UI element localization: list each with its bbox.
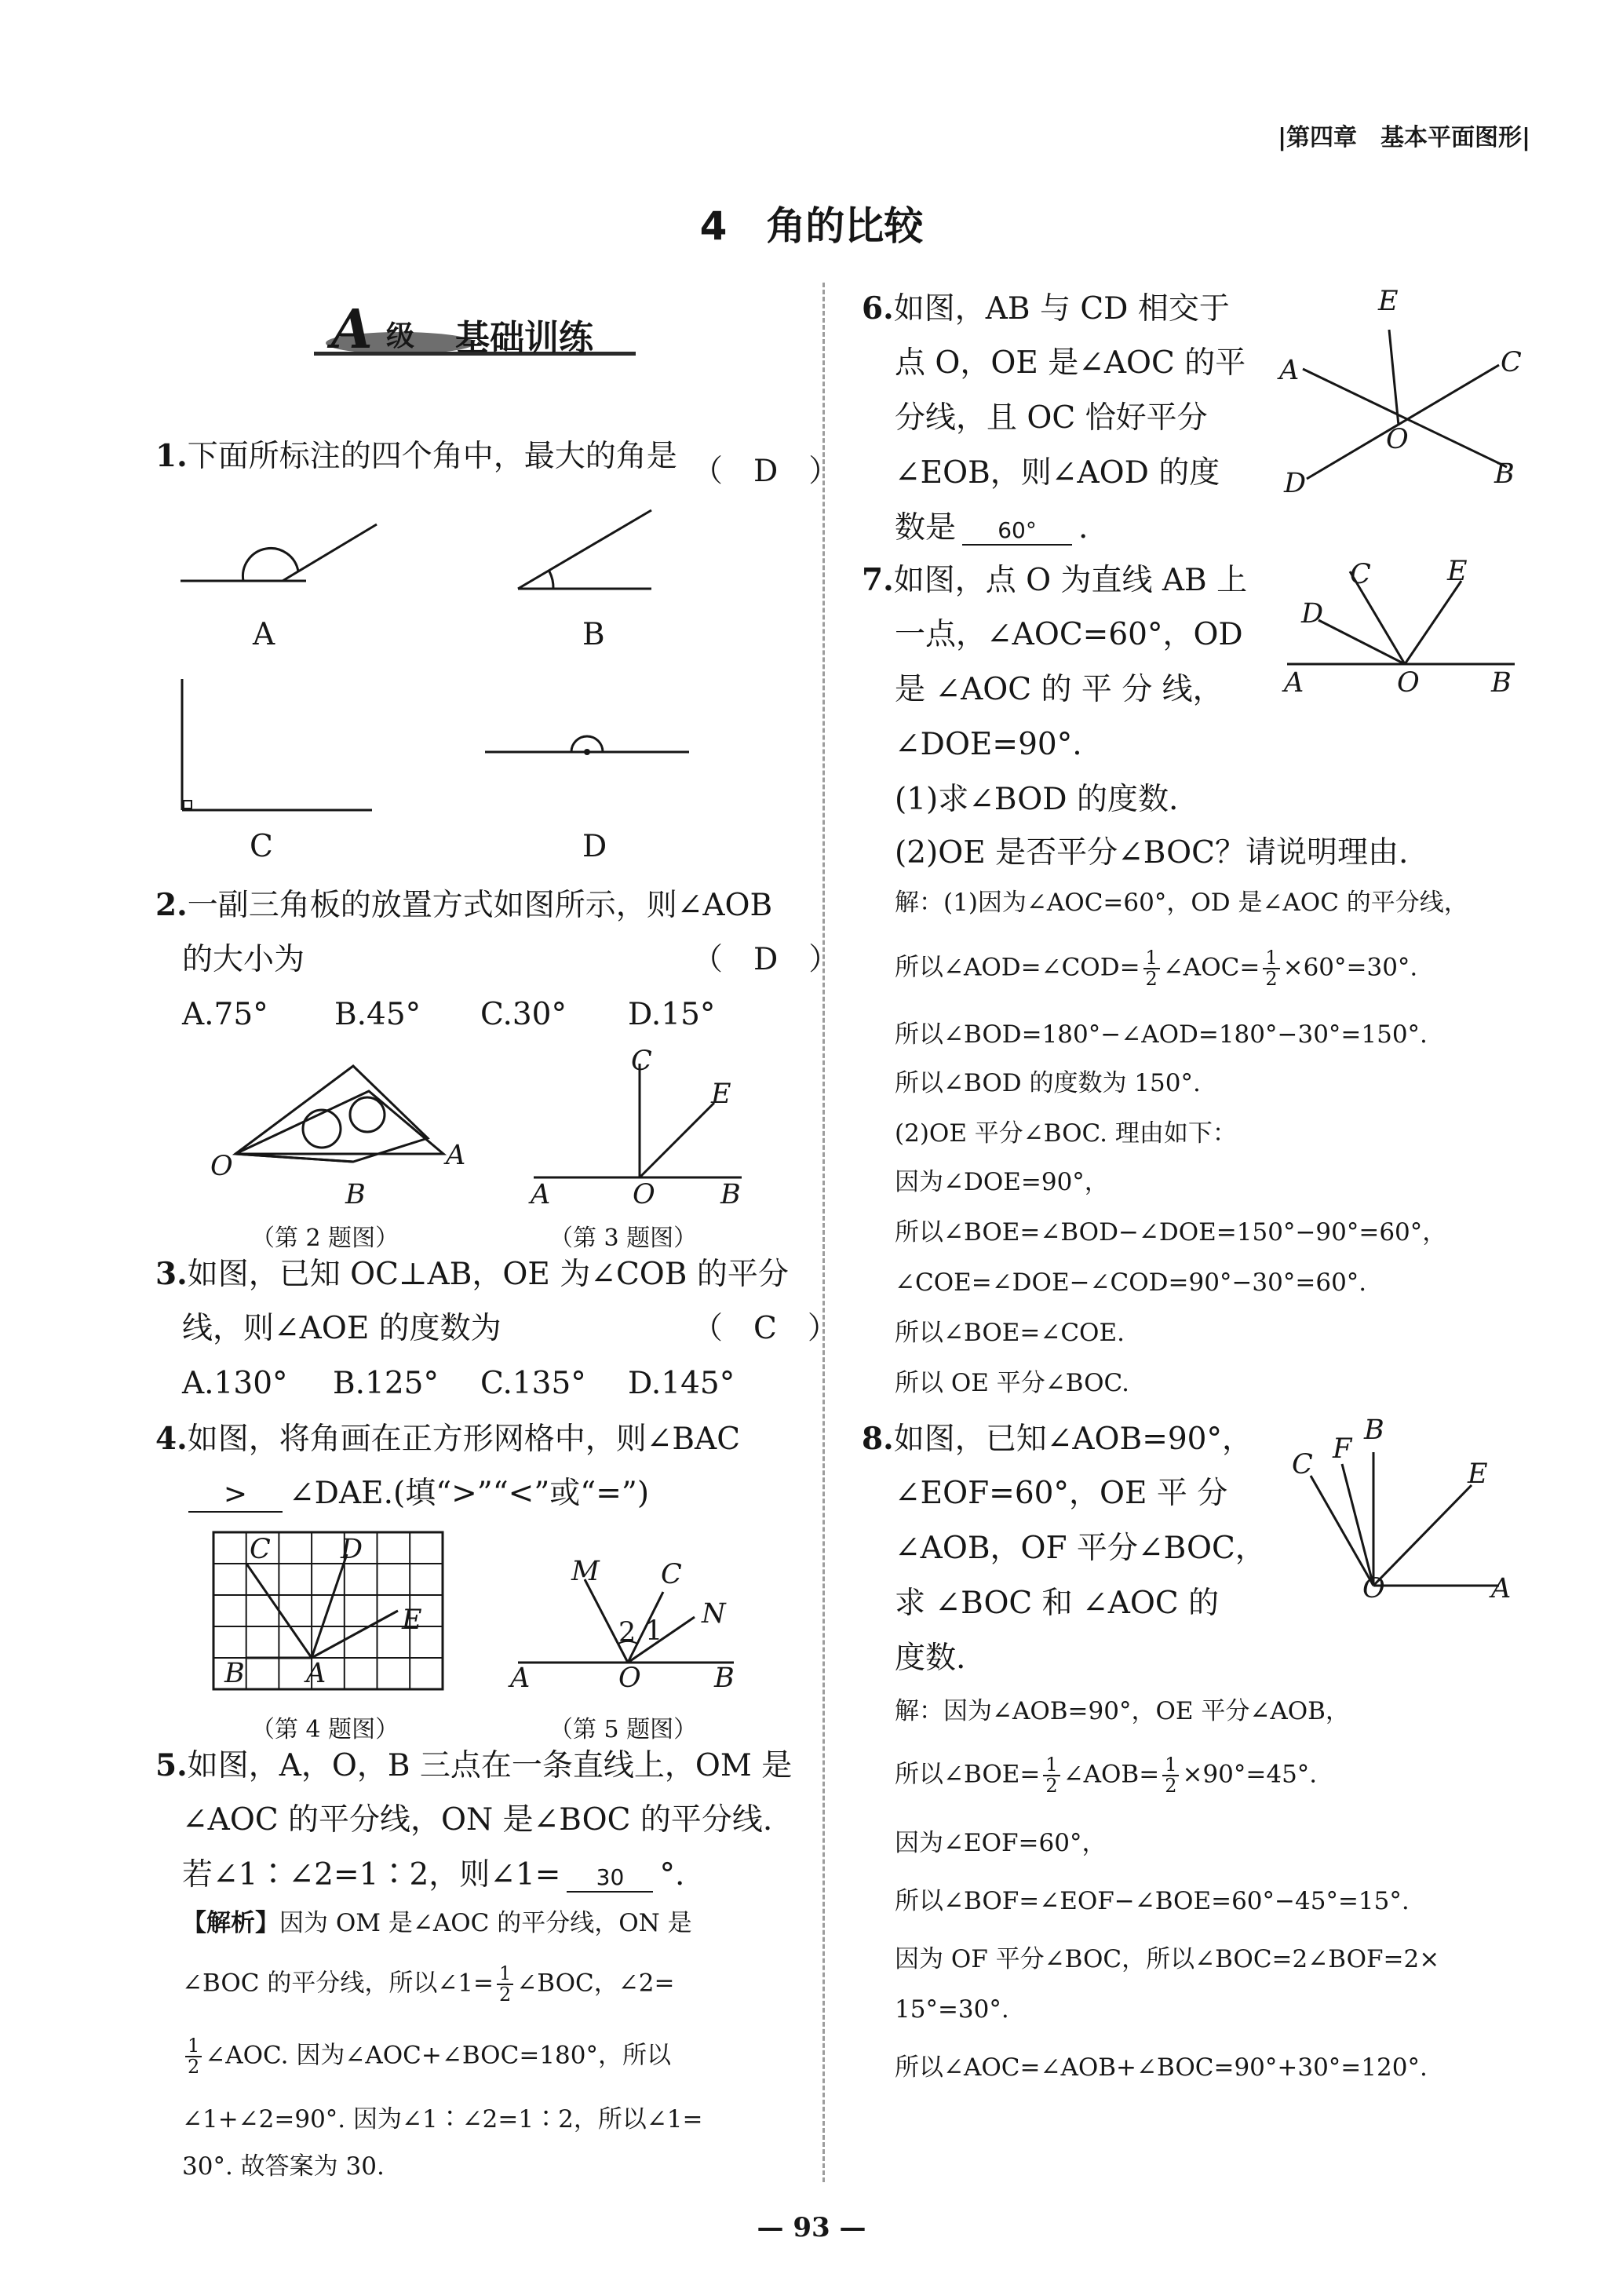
q8-number: 8. — [862, 1421, 894, 1457]
q7-label-a: A — [1284, 667, 1304, 699]
frac-numerator: 1 — [1143, 948, 1160, 969]
q6-label-c: C — [1501, 347, 1522, 378]
q7-solution-l3: 所以∠BOD=180°−∠AOD=180°−30°=150°. — [895, 1020, 1428, 1049]
q6-label-b: B — [1494, 458, 1515, 490]
q6-answer-blank: 60° — [962, 517, 1072, 546]
q2-choice-b: B.45° — [334, 997, 421, 1032]
q8-label-f: F — [1333, 1433, 1352, 1465]
column-divider — [822, 283, 825, 2182]
q8-solution-frac-2 — [1162, 1755, 1179, 1796]
q1-number: 1. — [155, 438, 188, 474]
q2-line2: 的大小为 — [182, 942, 305, 977]
q6-label-d: D — [1284, 468, 1307, 499]
q1-option-b: B — [582, 617, 605, 652]
q7-label-b: B — [1491, 667, 1512, 699]
q2-answer: （ D ） — [692, 942, 840, 977]
q7-label-d: D — [1301, 598, 1324, 630]
q6-line2: 点 O，OE 是∠AOC 的平 — [895, 345, 1246, 381]
q5-analysis-l2-pre: ∠BOC 的平分线，所以∠1= — [182, 1969, 494, 1998]
q7-stem-line1 — [862, 562, 1247, 600]
q5-line2: ∠AOC 的平分线，ON 是∠BOC 的平分线. — [182, 1802, 773, 1838]
q5-analysis-l1: 因为 OM 是∠AOC 的平分线，ON 是 — [279, 1909, 692, 1937]
q2-fig-caption: （第 2 题图） — [251, 1225, 399, 1252]
q5-stem-line3 — [182, 1857, 684, 1894]
q3-label-e: E — [711, 1079, 731, 1110]
section-label: 基础训练 — [455, 318, 593, 358]
q7-label-c: C — [1350, 559, 1371, 590]
q8-line3: ∠AOB，OF 平分∠BOC， — [895, 1531, 1266, 1566]
q7-sub1: (1)求∠BOD 的度数. — [895, 782, 1179, 817]
q1-option-a: A — [253, 617, 275, 652]
q5-number: 5. — [155, 1747, 188, 1783]
q2-choice-d: D.15° — [628, 997, 716, 1032]
q8-solution-l6: 15°=30°. — [895, 1995, 1009, 2024]
q3-number: 3. — [155, 1256, 188, 1292]
q6-label-o: O — [1386, 424, 1409, 455]
q8-solution-l1: 解：因为∠AOB=90°，OE 平分∠AOB， — [895, 1697, 1350, 1725]
q3-line1: 如图，已知 OC⊥AB，OE 为∠COB 的平分 — [187, 1257, 789, 1292]
q1-text: 下面所标注的四个角中，最大的角是 — [187, 439, 677, 474]
q8-line1: 如图，已知∠AOB=90°， — [893, 1422, 1253, 1457]
frac-denominator: 2 — [1265, 968, 1278, 991]
q5-label-m: M — [571, 1556, 600, 1587]
q8-solution-l2 — [895, 1755, 1317, 1796]
q1-angle-d — [485, 714, 697, 761]
q3-fig-caption: （第 3 题图） — [549, 1225, 698, 1252]
q5-analysis-tag: 【解析】 — [182, 1909, 279, 1937]
frac-numerator: 1 — [1162, 1755, 1179, 1776]
q4-label-e: E — [402, 1604, 422, 1636]
q7-solution-l2 — [895, 948, 1417, 989]
q3-stem-line1 — [155, 1256, 789, 1294]
q4-label-c: C — [250, 1534, 271, 1565]
q5-analysis-line1 — [182, 1909, 692, 1938]
q5-analysis-frac-2 — [185, 2036, 202, 2077]
q1-answer: （ D ） — [692, 454, 840, 489]
frac-denominator: 2 — [499, 1984, 512, 2006]
q8-label-e: E — [1468, 1458, 1488, 1490]
q5-analysis-line3 — [182, 2036, 671, 2077]
q4-answer-blank: > — [188, 1477, 283, 1513]
q7-label-e: E — [1447, 556, 1468, 587]
q7-solution-l2-c: ×60°=30°. — [1282, 953, 1418, 982]
page-title: 4 角的比较 — [699, 203, 924, 249]
q5-analysis-line2 — [182, 1964, 674, 2005]
q1-angle-c — [176, 675, 380, 816]
q3-label-b: B — [720, 1179, 741, 1210]
q7-solution-l7: 所以∠BOE=∠BOD−∠DOE=150°−90°=60°， — [895, 1218, 1447, 1247]
q6-number: 6. — [862, 290, 894, 327]
q2-label-o: O — [210, 1151, 233, 1182]
chapter-header: |第四章 基本平面图形| — [1278, 124, 1530, 151]
q3-choice-b: B.125° — [333, 1366, 439, 1401]
q5-line1: 如图，A，O，B 三点在一条直线上，OM 是 — [187, 1748, 793, 1783]
q5-stem-line1 — [155, 1747, 792, 1785]
q7-solution-l9: 所以∠BOE=∠COE. — [895, 1319, 1125, 1347]
q4-fig-caption: （第 4 题图） — [251, 1716, 399, 1743]
q7-label-o: O — [1397, 667, 1420, 699]
q3-label-c: C — [631, 1046, 652, 1077]
q3-choice-a: A.130° — [182, 1366, 288, 1401]
q8-solution-l3: 因为∠EOF=60°， — [895, 1829, 1107, 1857]
frac-numerator: 1 — [1263, 948, 1279, 969]
q5-fig-caption: （第 5 题图） — [549, 1716, 698, 1743]
q8-solution-l2-c: ×90°=45°. — [1182, 1760, 1318, 1789]
q1-option-c: C — [250, 829, 273, 864]
q8-label-o: O — [1362, 1573, 1385, 1604]
frac-denominator: 2 — [188, 2056, 200, 2079]
q7-solution-frac-1 — [1143, 948, 1160, 989]
q7-sub2: (2)OE 是否平分∠BOC？请说明理由. — [895, 835, 1409, 871]
q5-label-n: N — [702, 1598, 726, 1630]
q7-solution-l8: ∠COE=∠DOE−∠COD=90°−30°=60°. — [895, 1268, 1367, 1297]
q7-solution-l10: 所以 OE 平分∠BOC. — [895, 1369, 1129, 1397]
q7-solution-l5: (2)OE 平分∠BOC. 理由如下： — [895, 1119, 1237, 1148]
q7-line2: 一点，∠AOC=60°，OD — [895, 617, 1243, 652]
q7-solution-l4: 所以∠BOD 的度数为 150°. — [895, 1069, 1201, 1097]
q2-stem-line1 — [155, 887, 772, 925]
q2-choice-a: A.75° — [182, 997, 268, 1032]
q2-label-a: A — [446, 1140, 466, 1171]
q5-line3-pre: 若∠1∶∠2=1∶2，则∠1= — [182, 1857, 561, 1893]
q6-label-a: A — [1279, 355, 1300, 386]
q4-stem-line1 — [155, 1421, 740, 1458]
q8-line2: ∠EOF=60°，OE 平 分 — [895, 1476, 1228, 1511]
q3-line2: 线，则∠AOE 的度数为 — [182, 1311, 501, 1346]
q8-solution-l5: 因为 OF 平分∠BOC，所以∠BOC=2∠BOF=2× — [895, 1945, 1440, 1973]
frac-denominator: 2 — [1145, 968, 1158, 991]
q2-number: 2. — [155, 887, 188, 923]
q5-label-o: O — [618, 1663, 641, 1694]
q8-label-c: C — [1292, 1449, 1313, 1480]
q8-line5: 度数. — [895, 1641, 966, 1676]
q4-line2-rest: ∠DAE.(填“>”“<”或“=”) — [289, 1476, 650, 1511]
q7-line3: 是 ∠AOC 的 平 分 线， — [895, 672, 1224, 707]
q3-label-a: A — [531, 1179, 551, 1210]
q5-line3-post: °. — [659, 1857, 685, 1893]
q5-label-2: 2 — [618, 1617, 636, 1648]
q3-label-o: O — [633, 1179, 655, 1210]
q7-line1: 如图，点 O 为直线 AB 上 — [893, 563, 1248, 598]
q6-label-e: E — [1378, 286, 1399, 317]
q2-figure — [212, 1052, 479, 1193]
q5-label-b: B — [714, 1663, 735, 1694]
q3-choice-d: D.145° — [628, 1366, 735, 1401]
q4-label-d: D — [341, 1534, 363, 1565]
q4-label-a: A — [306, 1658, 326, 1689]
q6-line4: ∠EOB，则∠AOD 的度 — [895, 455, 1220, 491]
q8-label-a: A — [1491, 1573, 1512, 1604]
q5-analysis-l2-mid: ∠BOC，∠2= — [516, 1969, 675, 1998]
q7-solution-l2-b: ∠AOC= — [1162, 953, 1260, 982]
page-number: — 93 — — [757, 2212, 866, 2243]
q8-stem-line1 — [862, 1421, 1253, 1458]
frac-numerator: 1 — [497, 1964, 513, 1985]
q5-answer-blank: 30 — [567, 1864, 653, 1893]
frac-denominator: 2 — [1045, 1775, 1058, 1798]
q5-label-a: A — [510, 1663, 531, 1694]
q7-line4: ∠DOE=90°. — [895, 727, 1082, 762]
q4-stem-line2 — [182, 1476, 649, 1513]
frac-denominator: 2 — [1165, 1775, 1177, 1798]
q6-line1: 如图，AB 与 CD 相交于 — [893, 291, 1230, 327]
q6-line3: 分线，且 OC 恰好平分 — [895, 400, 1208, 436]
q8-solution-l2-b: ∠AOB= — [1063, 1760, 1160, 1789]
q2-line1: 一副三角板的放置方式如图所示，则∠AOB — [187, 888, 773, 923]
section-level-char: 级 — [386, 320, 415, 352]
q7-number: 7. — [862, 562, 894, 598]
section-badge — [314, 300, 644, 363]
q5-label-c: C — [661, 1559, 682, 1590]
q1-angle-a — [181, 518, 385, 597]
frac-numerator: 1 — [185, 2036, 202, 2057]
q6-stem-line5 — [895, 510, 1088, 547]
q5-analysis-frac-1 — [497, 1964, 513, 2005]
q6-stem-line1 — [862, 290, 1230, 328]
q5-analysis-line5: 30°. 故答案为 30. — [182, 2152, 385, 2181]
q8-solution-frac-1 — [1043, 1755, 1060, 1796]
q7-solution-l2-a: 所以∠AOD=∠COD= — [895, 953, 1140, 982]
section-level-letter: A — [331, 298, 373, 361]
q7-solution-frac-2 — [1263, 948, 1279, 989]
q8-solution-l4: 所以∠BOF=∠EOF−∠BOE=60°−45°=15°. — [895, 1887, 1410, 1915]
q3-answer: （ C ） — [692, 1311, 838, 1346]
q5-label-1: 1 — [645, 1615, 663, 1647]
q1-option-d: D — [582, 829, 607, 864]
q8-line4: 求 ∠BOC 和 ∠AOC 的 — [895, 1586, 1220, 1621]
q1-stem — [155, 438, 677, 476]
q5-analysis-line4: ∠1+∠2=90°. 因为∠1∶∠2=1∶2，所以∠1= — [182, 2105, 703, 2134]
q3-choice-c: C.135° — [480, 1366, 586, 1401]
q4-label-b: B — [224, 1658, 245, 1689]
frac-numerator: 1 — [1043, 1755, 1060, 1776]
q8-label-b: B — [1364, 1414, 1384, 1446]
q2-label-b: B — [345, 1179, 366, 1210]
q2-choice-c: C.30° — [480, 997, 567, 1032]
q7-solution-l6: 因为∠DOE=90°， — [895, 1168, 1109, 1196]
q8-solution-l7: 所以∠AOC=∠AOB+∠BOC=90°+30°=120°. — [895, 2053, 1428, 2082]
q7-solution-l1: 解：(1)因为∠AOC=60°，OD 是∠AOC 的平分线， — [895, 889, 1468, 917]
q6-line5-post: . — [1078, 510, 1089, 546]
q5-analysis-l3-post: ∠AOC. 因为∠AOC+∠BOC=180°，所以 — [205, 2041, 671, 2070]
q1-angle-b — [518, 502, 675, 597]
q8-solution-l2-a: 所以∠BOE= — [895, 1760, 1041, 1789]
q4-number: 4. — [155, 1421, 188, 1457]
q6-line5-pre: 数是 — [895, 510, 957, 546]
q4-line1: 如图，将角画在正方形网格中，则∠BAC — [187, 1422, 741, 1457]
